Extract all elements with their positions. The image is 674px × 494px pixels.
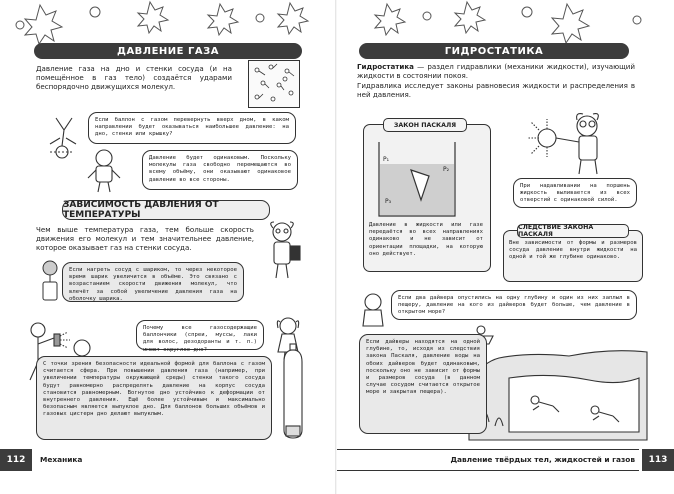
underwater-scene [469,322,649,442]
speech-bubble-divers-answer: Если дайверы находятся на одной глубине, то, исходя из следствия закона Паскаля, давление воды на обоих дайверов будет одинаковым, поскольку оно не зависит от формы и размеров сосуда (в данном случае сосудом считается открытое море и закрытая пещера). [359,334,487,434]
speech-bubble-piston: При надавливании на поршень жидкость выливается из всех отверстий с одинаковой силой. [513,178,637,208]
student-figure [359,292,389,328]
section-header: ДАВЛЕНИЕ ГАЗА [34,43,302,59]
page-number: 112 [0,449,32,471]
acrobat-figure [42,112,82,162]
professor-figure [262,220,306,280]
right-page [337,0,674,494]
temperature-text: Чем выше температура газа, тем больше скорость движения его молекул и тем значительнее давление, которое оказывает газ на стенки сосуда. [36,225,254,253]
speech-bubble-safety: С точки зрения безопасности идеальной формой для баллона с газом считается сфера. При повышении давления газа (например, при увеличении температуры окружающей среды) стенки такого сосуда будут равномерно распределять давление на корпус сосуда становится равномерным. Вогнутое дно устойчиво к деформации от внутреннего давления. Ещё более устойчивым и максимально безопасным является выпуклое дно. Для баллонов больших объёмов и газовых цистерн дно делают выпуклым. [36,356,272,440]
definition-term: Гидростатика [357,62,414,71]
speech-bubble-answer: Давление будет одинаковым. Поскольку молекулы газа свободно перемещаются во всему объёму, они оказывают одинаковое давление во все стороны. [142,150,298,190]
pascal-consequence-text: Вне зависимости от формы и размеров сосуда давление внутри жидкости на одной и той же глубине одинаково. [509,240,637,261]
section-header: ГИДРОСТАТИКА [359,43,629,59]
footer-section-title: Механика [40,454,83,464]
starburst-decoration [337,0,674,40]
starburst-decoration [0,0,337,40]
footer-section-title: Давление твёрдых тел, жидкостей и газов [450,454,635,464]
pascal-consequence-header: СЛЕДСТВИЕ ЗАКОНА ПАСКАЛЯ [517,224,629,238]
label-p2: P₂ [443,166,450,173]
subsection-header: ЗАВИСИМОСТЬ ДАВЛЕНИЯ ОТ ТЕМПЕРАТУРЫ [62,200,270,220]
balloon-jar-illustration [40,260,60,304]
label-p1: P₁ [383,156,390,163]
intro-text: Давление газа на дно и стенки сосуда (и на помещённое в газ тело) создаётся ударами беспорядочно движущихся молекул. [36,64,232,92]
speech-bubble-spray: Почему все газосодержащие баллончики (спреи, муссы, лаки для волос, дезодоранты и т. п.) имеют округлое дно? [136,320,264,350]
molecules-illustration [248,60,300,108]
definition-body: — раздел гидравлики (механики жидкости), изучающий жидкости в состоянии покоя. [357,62,635,81]
astronaut-figure [84,148,124,194]
scientist-figure [517,108,627,178]
hydraulics-text: Гидравлика исследует законы равновесия жидкости и распределения в ней давления. [357,81,635,100]
gas-cylinder [280,342,306,442]
label-p3: P₃ [385,198,392,205]
speech-bubble-balloon: Если нагреть сосуд с шариком, то через некоторое время шарик увеличится в объёме. Это связано с возрастанием скорости движения молекул, что влечёт за собой увеличение давления газа на оболочку шарика. [62,262,244,302]
pascal-law-header: ЗАКОН ПАСКАЛЯ [383,118,467,132]
pascal-law-text: Давление в жидкости или газе передаётся во всех направлениях одинаково и не зависит от ориентации площадки, на которую оно действует. [369,222,483,257]
speech-bubble-question: Если баллон с газом перевернуть вверх дном, в каком направлении будет оказываться наибольшее давление: на дно, стенки или крышку? [88,112,296,144]
pascal-vessel-diagram [377,140,457,220]
speech-bubble-divers-question: Если два дайвера опустились на одну глубину и один из них заплыл в пещеру, давление на кого из дайверов будет больше, чем давление в открытом море? [391,290,637,320]
definition-text [357,62,635,80]
page-number: 113 [642,449,674,471]
